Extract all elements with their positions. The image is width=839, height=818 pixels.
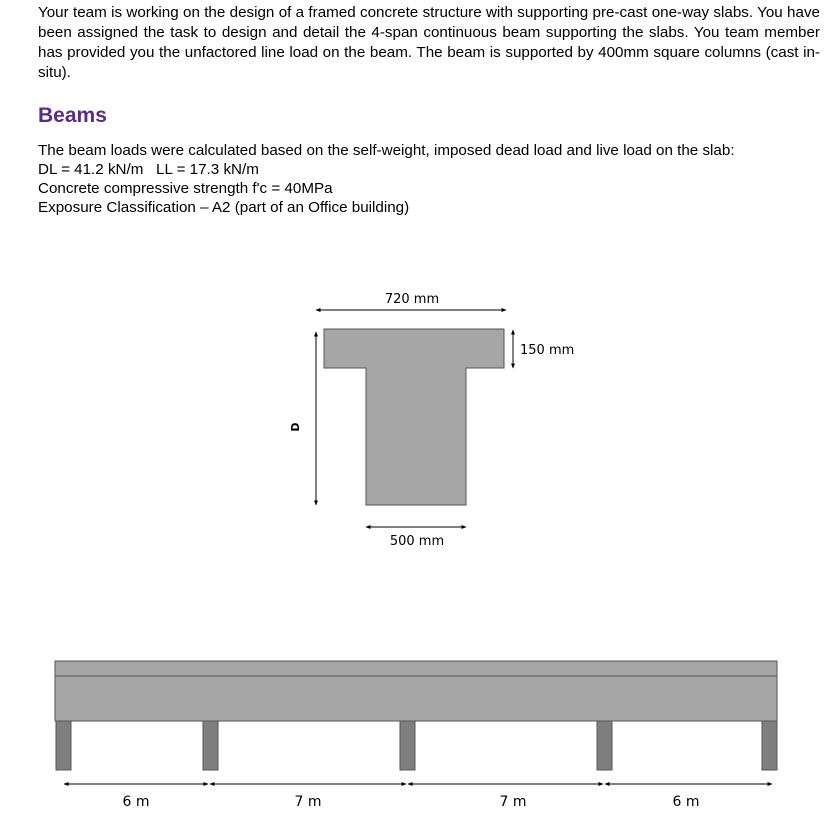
loads-description: The beam loads were calculated based on the self-weight, imposed dead load and live load on the slab: xyxy=(38,142,735,159)
section-heading: Beams xyxy=(38,104,107,127)
flange-width-label: 720 mm xyxy=(384,292,440,307)
span-label-1: 6 m xyxy=(122,794,150,810)
column-5 xyxy=(762,721,777,770)
span-label-3: 7 m xyxy=(499,794,527,810)
flange-thickness-label: 150 mm xyxy=(520,343,575,358)
slab-strip xyxy=(55,661,777,676)
t-beam-cross-section xyxy=(289,292,574,549)
t-beam-shape xyxy=(324,329,504,505)
depth-label: D xyxy=(289,422,302,432)
column-2 xyxy=(203,721,218,770)
span-label-4: 6 m xyxy=(672,794,700,810)
column-3 xyxy=(400,721,415,770)
exposure-classification: Exposure Classification – A2 (part of an Office building) xyxy=(38,199,410,216)
web-width-label: 500 mm xyxy=(389,534,445,549)
loads-values: DL = 41.2 kN/m LL = 17.3 kN/m xyxy=(38,161,259,178)
column-4 xyxy=(597,721,612,770)
concrete-strength: Concrete compressive strength f'c = 40MPa xyxy=(38,180,333,197)
column-1 xyxy=(56,721,71,770)
span-label-2: 7 m xyxy=(294,794,322,810)
beam-body xyxy=(55,676,777,721)
intro-paragraph: Your team is working on the design of a framed concrete structure with supporting pre-cast one-way slabs. You have been assigned the task to design and detail the 4-span continuous beam supporting the slabs. You team member has provided you the unfactored line load on the beam. The beam is supported by 400mm square columns (cast in-situ). xyxy=(38,4,820,81)
beam-elevation xyxy=(55,661,777,810)
